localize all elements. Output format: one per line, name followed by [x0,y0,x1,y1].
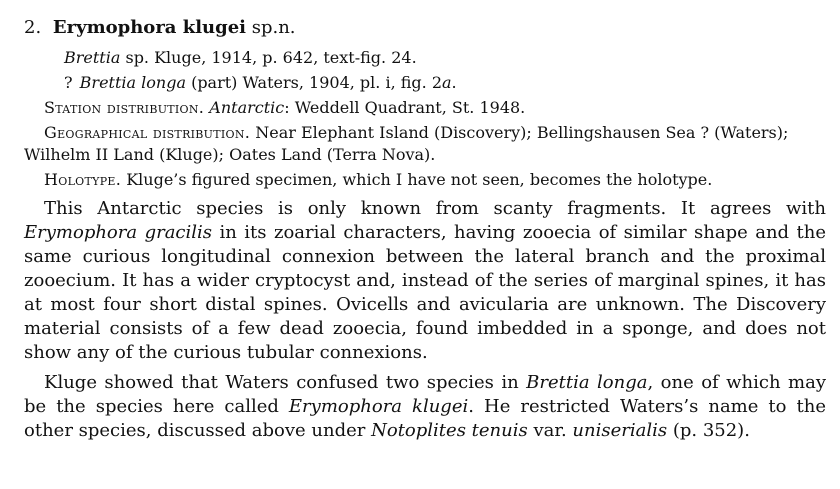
geography-text: Near Elephant Island (Discovery); Bellingshausen Sea ? (Waters); Wilhelm II Land (Kluge); Oates Land (Terra Nova). [24,123,789,164]
paragraph-text: (p. 352). [667,420,750,441]
species-heading [24,16,826,40]
station-region: Antarctic [209,98,285,117]
synonym-taxon: Brettia longa [79,73,186,92]
synonym-entry [64,47,826,69]
paragraph-text: Kluge showed that Waters confused two species in [44,372,527,393]
synonym-taxon: Brettia [64,48,121,67]
geography-label: Geographical distribution. [44,123,251,142]
holotype-label: Holotype. [44,170,122,189]
paragraph-text: var. [527,420,573,441]
paragraph-text: in its zoarial characters, having zooecia of similar shape and the same curious longitudinal connexion between the lateral branch and the proximal zooecium. It has a wider cryptocyst and, instead of the series of marginal spines, it has at most four short distal spines. Ovicells and avicularia are unknown. The Discovery material consists of a few dead zooecia, found imbedded in a sponge, and does not show any of the curious tubular connexions. [24,222,826,363]
synonym-citation-end: . [451,73,457,92]
geographical-distribution [24,122,826,166]
taxon-name: Brettia longa [526,372,648,393]
taxon-name: uniserialis [572,420,668,441]
synonym-figure-letter: a [442,73,452,92]
synonym-query-mark: ? [64,73,78,92]
species-number: 2. [24,17,42,38]
station-label: Station distribution. [44,98,205,117]
synonym-citation: (part) Waters, 1904, pl. i, fig. 2 [185,73,442,92]
body-paragraph-1 [24,197,826,365]
paragraph-text: . He restricted Waters’s name to the other species, discussed above under [24,396,826,441]
taxon-name: Notoplites tenuis [371,420,528,441]
synonym-citation: sp. Kluge, 1914, p. 642, text-fig. 24. [120,48,417,67]
taxon-name: Erymophora klugei [288,396,469,417]
taxon-name: Erymophora gracilis [24,222,213,243]
paragraph-text: This Antarctic species is only known from scanty fragments. It agrees with [44,198,826,219]
synonym-entry [64,72,826,94]
species-status: sp.n. [251,17,296,38]
species-name: Erymophora klugei [52,17,246,38]
body-paragraph-2 [24,371,826,443]
holotype-entry [44,169,826,191]
station-distribution [44,97,826,119]
holotype-text: Kluge’s figured specimen, which I have not seen, becomes the holotype. [121,170,713,189]
station-text: : Weddell Quadrant, St. 1948. [284,98,526,117]
paragraph-text: , one of which may be the species here called [24,372,827,417]
